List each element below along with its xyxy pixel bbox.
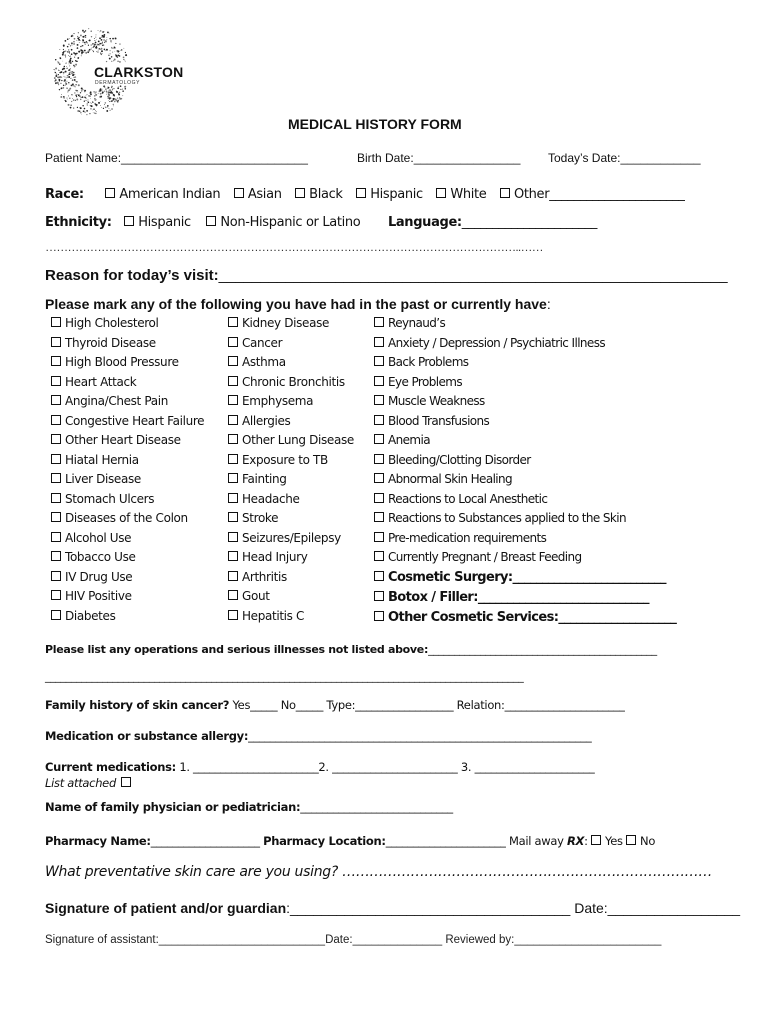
condition-label: Cancer (242, 335, 283, 350)
checkbox-icon[interactable] (51, 532, 61, 542)
operations-label: Please list any operations and serious illnesses not listed above: (45, 643, 429, 656)
condition-item[interactable] (51, 375, 204, 395)
condition-label: Other Lung Disease (242, 433, 354, 447)
condition-label: Congestive Heart Failure (65, 413, 205, 428)
checkbox-icon[interactable] (436, 188, 446, 198)
condition-item[interactable] (51, 531, 204, 551)
checkbox-icon[interactable] (374, 395, 384, 405)
condition-label: Reynaud’s (388, 316, 446, 330)
race-option-hispanic[interactable]: Hispanic (356, 187, 423, 202)
condition-label: Liver Disease (65, 472, 141, 486)
cosmetic-label: Botox / Filler:_____________________________ (388, 589, 649, 605)
condition-label: Eye Problems (388, 374, 462, 389)
condition-item[interactable] (51, 394, 204, 414)
checkbox-icon[interactable] (51, 395, 61, 405)
signature-field[interactable]: ____________________________________ (290, 900, 571, 916)
condition-label: Hepatitis C (242, 608, 305, 623)
condition-item[interactable] (228, 414, 354, 434)
checkbox-icon[interactable] (51, 590, 61, 600)
race-label: Race: (45, 187, 84, 202)
condition-label: Arthritis (242, 569, 287, 584)
condition-item[interactable] (51, 550, 204, 570)
checkbox-icon[interactable] (374, 532, 384, 542)
signature-colon: : (286, 900, 291, 916)
condition-item[interactable] (374, 550, 676, 570)
condition-label: Currently Pregnant / Breast Feeding (388, 550, 582, 564)
todays-date-field[interactable]: Today’s Date:____________ (548, 151, 701, 165)
family-history-label: Family history of skin cancer? (45, 698, 230, 712)
condition-item[interactable] (374, 472, 676, 492)
checkbox-icon[interactable] (591, 835, 601, 845)
condition-item[interactable] (51, 472, 204, 492)
checkbox-icon[interactable] (374, 317, 384, 327)
conditions-column-1 (51, 316, 204, 628)
pharmacy-location-field[interactable]: ______________________ (385, 834, 506, 848)
signature-label: Signature of patient and/or guardian (45, 900, 287, 916)
conditions-heading: Please mark any of the following you have had in the past or currently have: (45, 296, 551, 312)
condition-label: Fainting (242, 472, 287, 486)
race-option-white[interactable]: White (436, 187, 486, 202)
condition-label: Asthma (242, 355, 286, 369)
condition-item[interactable] (374, 375, 676, 395)
condition-item[interactable] (228, 316, 354, 336)
checkbox-icon[interactable] (228, 551, 238, 561)
condition-item[interactable] (51, 511, 204, 531)
condition-label: Stroke (242, 511, 279, 525)
checkbox-icon[interactable] (626, 835, 636, 845)
condition-item[interactable] (228, 336, 354, 356)
condition-item[interactable] (374, 394, 676, 414)
condition-item[interactable] (374, 433, 676, 453)
checkbox-icon[interactable] (228, 376, 238, 386)
physician-field[interactable]: ____________________________ (300, 800, 453, 814)
checkbox-icon[interactable] (124, 216, 134, 226)
signature-date-field[interactable]: Date:_________________ (574, 900, 741, 916)
condition-item[interactable] (228, 433, 354, 453)
checkbox-icon[interactable] (374, 376, 384, 386)
checkbox-icon[interactable] (51, 551, 61, 561)
medications-fields[interactable]: 1. _______________________2. _______________________ 3. ______________________ (179, 760, 595, 774)
condition-label: Muscle Weakness (388, 394, 485, 408)
checkbox-icon[interactable] (374, 512, 384, 522)
condition-item[interactable] (374, 414, 676, 434)
condition-label: Bleeding/Clotting Disorder (388, 452, 531, 467)
checkbox-icon[interactable] (374, 434, 384, 444)
condition-item[interactable] (51, 414, 204, 434)
language-label: Language: (387, 215, 462, 230)
checkbox-icon[interactable] (374, 454, 384, 464)
condition-label: Headache (242, 491, 300, 506)
checkbox-icon[interactable] (374, 611, 384, 621)
condition-label: Thyroid Disease (65, 335, 156, 350)
physician-row (45, 800, 453, 814)
assistant-row (45, 934, 661, 946)
condition-label: Blood Transfusions (388, 413, 490, 428)
checkbox-icon[interactable] (228, 434, 238, 444)
operations-field-line-2[interactable]: ____________________________________________________________________________________________ (45, 670, 524, 683)
condition-label: Diseases of the Colon (65, 511, 188, 525)
checkbox-icon[interactable] (234, 188, 244, 198)
checkbox-icon[interactable] (121, 777, 131, 787)
reviewed-by-field[interactable]: Reviewed by:_______________________ (445, 934, 662, 946)
operations-row (45, 643, 657, 656)
ethnicity-row (45, 215, 597, 230)
checkbox-icon[interactable] (374, 591, 384, 601)
checkbox-icon[interactable] (228, 590, 238, 600)
conditions-column-3 (374, 316, 676, 630)
condition-item[interactable] (51, 316, 204, 336)
assistant-date-field[interactable]: Date:______________ (325, 934, 443, 946)
condition-item[interactable] (228, 492, 354, 512)
condition-item[interactable] (51, 589, 204, 609)
checkbox-icon[interactable] (51, 317, 61, 327)
race-option-black[interactable]: Black (295, 187, 342, 202)
condition-label: Heart Attack (65, 374, 137, 389)
assistant-signature-field[interactable]: Signature of assistant:__________________________ (45, 934, 326, 946)
condition-label: Back Problems (388, 355, 469, 369)
condition-label: Allergies (242, 413, 291, 428)
checkbox-icon[interactable] (228, 454, 238, 464)
skincare-question[interactable]: What preventative skin care are you using? ……………………………………………………………………… (45, 864, 713, 880)
form-title: MEDICAL HISTORY FORM (288, 116, 462, 132)
pharmacy-name-label: Pharmacy Name: (45, 834, 151, 848)
checkbox-icon[interactable] (374, 356, 384, 366)
condition-label: Hiatal Hernia (65, 452, 139, 467)
checkbox-icon[interactable] (51, 512, 61, 522)
checkbox-icon[interactable] (374, 551, 384, 561)
rx-colon: : (584, 834, 588, 848)
checkbox-icon[interactable] (356, 188, 366, 198)
rx-label: RX (566, 834, 585, 848)
condition-label: Chronic Bronchitis (242, 374, 345, 389)
birth-date-field[interactable]: Birth Date:________________ (357, 151, 521, 165)
condition-item[interactable] (228, 589, 354, 609)
dotted-divider: ………………………………………………………………………………………………………………..…… (45, 240, 543, 254)
reason-label: Reason for today’s visit: (45, 267, 219, 284)
conditions-column-2 (228, 316, 354, 628)
mail-away-no[interactable]: No (626, 834, 655, 848)
checkbox-icon[interactable] (228, 317, 238, 327)
condition-label: Seizures/Epilepsy (242, 530, 341, 545)
checkbox-icon[interactable] (51, 434, 61, 444)
cosmetic-item[interactable] (374, 570, 676, 590)
condition-label: Stomach Ulcers (65, 491, 155, 506)
cosmetic-label: Other Cosmetic Services:____________________ (388, 609, 677, 625)
condition-item[interactable] (228, 355, 354, 375)
condition-item[interactable] (374, 316, 676, 336)
race-option-asian[interactable]: Asian (234, 187, 282, 202)
language-field[interactable]: ______________________ (461, 215, 598, 230)
condition-label: Other Heart Disease (65, 433, 181, 447)
checkbox-icon[interactable] (228, 512, 238, 522)
condition-item[interactable] (374, 336, 676, 356)
condition-item[interactable] (228, 570, 354, 590)
condition-item[interactable] (228, 531, 354, 551)
condition-item[interactable] (51, 433, 204, 453)
condition-item[interactable] (374, 531, 676, 551)
checkbox-icon[interactable] (374, 337, 384, 347)
checkbox-icon[interactable] (51, 493, 61, 503)
checkbox-icon[interactable] (228, 532, 238, 542)
signature-row (45, 900, 740, 916)
medications-label: Current medications: (45, 760, 176, 774)
condition-item[interactable] (51, 355, 204, 375)
condition-label: Emphysema (242, 394, 314, 408)
condition-item[interactable] (374, 453, 676, 473)
ethnicity-option-hispanic[interactable]: Hispanic (124, 215, 191, 230)
patient-name-field[interactable]: Patient Name:____________________________ (45, 151, 308, 165)
checkbox-icon[interactable] (51, 415, 61, 425)
checkbox-icon[interactable] (228, 415, 238, 425)
condition-label: Reactions to Substances applied to the Skin (388, 511, 626, 525)
condition-label: Kidney Disease (242, 316, 330, 330)
family-history-row (45, 698, 625, 712)
medications-row (45, 760, 594, 774)
checkbox-icon[interactable] (228, 356, 238, 366)
condition-item[interactable] (228, 472, 354, 492)
condition-item[interactable] (374, 492, 676, 512)
checkbox-icon[interactable] (228, 395, 238, 405)
condition-item[interactable] (51, 570, 204, 590)
checkbox-icon[interactable] (500, 188, 510, 198)
condition-item[interactable] (51, 492, 204, 512)
checkbox-icon[interactable] (374, 493, 384, 503)
logo-subtitle: DERMATOLOGY (95, 80, 141, 86)
reason-field[interactable]: _____________________________________________________________ (218, 267, 728, 284)
checkbox-icon[interactable] (105, 188, 115, 198)
physician-label: Name of family physician or pediatrician: (45, 800, 301, 814)
checkbox-icon[interactable] (51, 337, 61, 347)
allergy-row (45, 729, 591, 743)
mail-away-yes[interactable]: Yes (591, 834, 623, 848)
condition-label: High Blood Pressure (65, 355, 179, 369)
condition-item[interactable] (228, 550, 354, 570)
checkbox-icon[interactable] (374, 571, 384, 581)
race-row (45, 187, 685, 202)
condition-label: HIV Positive (65, 589, 132, 603)
allergy-field[interactable]: _______________________________________________________________ (248, 729, 592, 743)
ethnicity-option-non-hispanic[interactable]: Non-Hispanic or Latino (206, 215, 360, 230)
condition-label: Anemia (388, 433, 430, 447)
checkbox-icon[interactable] (228, 473, 238, 483)
checkbox-icon[interactable] (206, 216, 216, 226)
condition-item[interactable] (374, 511, 676, 531)
condition-label: High Cholesterol (65, 316, 159, 330)
checkbox-icon[interactable] (51, 571, 61, 581)
allergy-label: Medication or substance allergy: (45, 729, 249, 743)
condition-item[interactable] (228, 375, 354, 395)
checkbox-icon[interactable] (374, 473, 384, 483)
checkbox-icon[interactable] (228, 610, 238, 620)
pharmacy-row (45, 834, 655, 848)
ethnicity-label: Ethnicity: (45, 215, 112, 230)
checkbox-icon[interactable] (51, 473, 61, 483)
condition-label: Anxiety / Depression / Psychiatric Illness (388, 335, 606, 350)
race-option-other[interactable]: Other______________________ (500, 187, 684, 202)
condition-label: Tobacco Use (65, 550, 136, 564)
condition-label: Angina/Chest Pain (65, 394, 168, 408)
checkbox-icon[interactable] (51, 376, 61, 386)
condition-label: Abnormal Skin Healing (388, 472, 513, 486)
list-attached-label: List attached (45, 776, 116, 790)
checkbox-icon[interactable] (228, 337, 238, 347)
checkbox-icon[interactable] (295, 188, 305, 198)
condition-label: Diabetes (65, 608, 116, 623)
condition-item[interactable] (228, 453, 354, 473)
checkbox-icon[interactable] (374, 415, 384, 425)
condition-label: Exposure to TB (242, 452, 328, 467)
mail-away-label: Mail away (508, 834, 564, 848)
condition-label: Alcohol Use (65, 530, 132, 545)
checkbox-icon[interactable] (228, 571, 238, 581)
family-history-fields[interactable]: Yes_____ No_____ Type:__________________ Relation:______________________ (232, 698, 625, 712)
condition-label: Gout (242, 589, 270, 603)
checkbox-icon[interactable] (51, 356, 61, 366)
checkbox-icon[interactable] (228, 493, 238, 503)
checkbox-icon[interactable] (51, 610, 61, 620)
condition-item[interactable] (51, 336, 204, 356)
condition-item[interactable] (51, 609, 204, 629)
condition-item[interactable] (374, 355, 676, 375)
operations-field[interactable]: ____________________________________________ (428, 643, 657, 656)
pharmacy-name-field[interactable]: ____________________ (150, 834, 260, 848)
logo-name: CLARKSTON (94, 64, 184, 80)
reason-row (45, 267, 728, 284)
cosmetic-item[interactable] (374, 590, 676, 610)
list-attached-row (45, 776, 135, 790)
pharmacy-location-label: Pharmacy Location: (263, 834, 386, 848)
condition-label: Reactions to Local Anesthetic (388, 491, 548, 506)
checkbox-icon[interactable] (51, 454, 61, 464)
condition-item[interactable] (228, 609, 354, 629)
cosmetic-label: Cosmetic Surgery:__________________________ (388, 569, 666, 585)
condition-item[interactable] (51, 453, 204, 473)
condition-label: Pre-medication requirements (388, 530, 547, 545)
condition-item[interactable] (228, 511, 354, 531)
race-option-american-indian[interactable]: American Indian (105, 187, 220, 202)
condition-item[interactable] (228, 394, 354, 414)
condition-label: Head Injury (242, 550, 308, 564)
condition-label: IV Drug Use (65, 569, 133, 584)
cosmetic-item[interactable] (374, 610, 676, 630)
